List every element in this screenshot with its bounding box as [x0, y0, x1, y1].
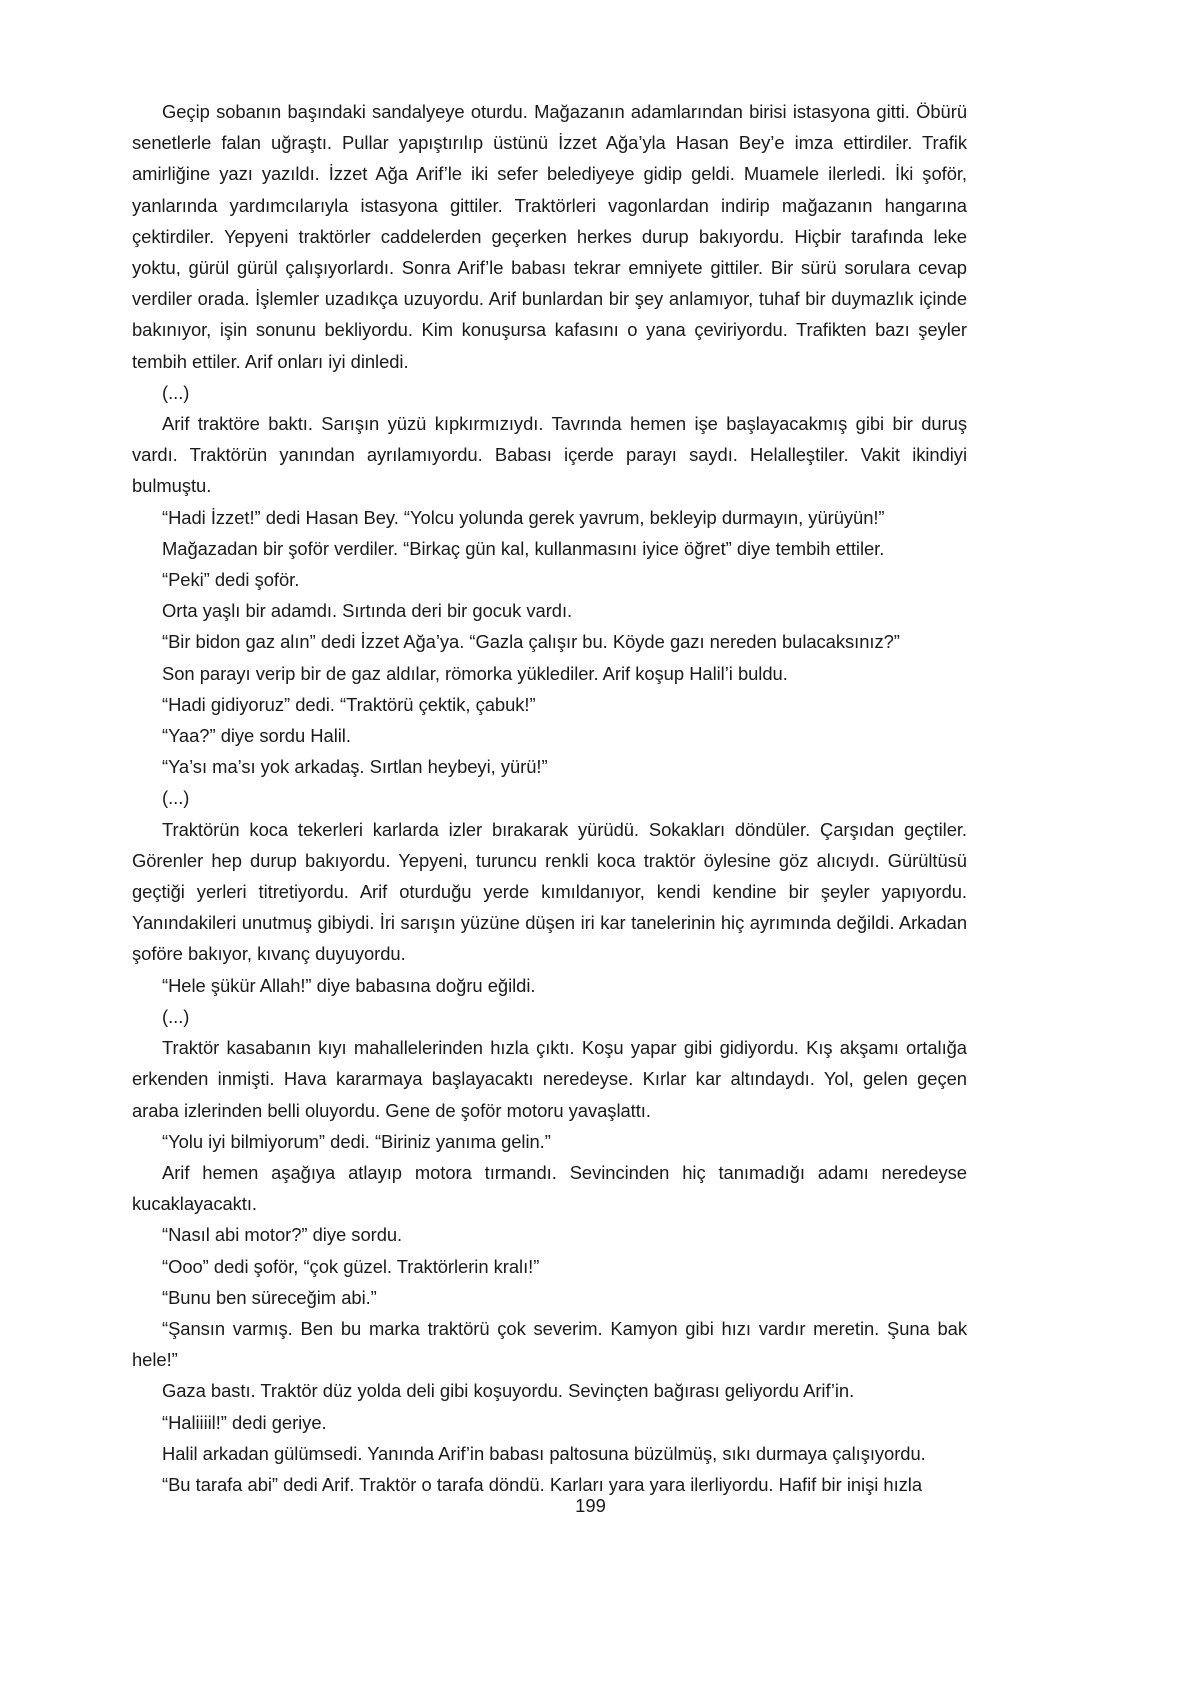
paragraph: Arif hemen aşağıya atlayıp motora tırmandı. Sevincinden hiç tanımadığı adamı neredeyse kucaklayacaktı.: [132, 1161, 967, 1215]
paragraph: “Bu tarafa abi” dedi Arif. Traktör o tarafa döndü. Karları yara yara ilerliyordu. Hafif bir inişi hızla: [162, 1473, 923, 1495]
paragraph-dialogue: “Bunu ben süreceğim abi.”: [162, 1286, 377, 1308]
paragraph-dialogue: Halil arkadan gülümsedi. Yanında Arif’in babası paltosuna büzülmüş, sıkı durmaya çalışıyordu.: [162, 1442, 926, 1464]
paragraph-dialogue: “Ya’sı ma’sı yok arkadaş. Sırtlan heybeyi, yürü!”: [162, 756, 548, 778]
paragraph-dialogue: “Yaa?” diye sordu Halil.: [162, 725, 351, 747]
body-text-column: [132, 96, 967, 1500]
paragraph-dialogue: “Haliiiil!” dedi geriye.: [162, 1411, 327, 1433]
paragraph: Traktörün koca tekerleri karlarda izler bırakarak yürüdü. Sokakları döndüler. Çarşıdan geçtiler. Görenler hep durup bakıyordu. Yepyeni, turuncu renkli koca traktör öylesine göz alıcıydı. Gürültüsü geçtiği yerleri titretiyordu. Arif oturduğu yerde kımıldanıyor, kendi kendine bir şeyler yapıyordu. Yanındakileri unutmuş gibiydi. İri sarışın yüzüne düşen iri kar tanelerinin hiç ayrımında değildi. Arkadan şoföre bakıyor, kıvanç duyuyordu.: [132, 818, 967, 965]
paragraph-dialogue: “Bir bidon gaz alın” dedi İzzet Ağa’ya. “Gazla çalışır bu. Köyde gazı nereden bulacaksınız?”: [162, 631, 900, 653]
paragraph-ellipsis: (...): [162, 787, 190, 809]
paragraph: Traktör kasabanın kıyı mahallelerinden hızla çıktı. Koşu yapar gibi gidiyordu. Kış akşamı ortalığa erkenden inmişti. Hava kararmaya başlayacaktı neredeyse. Kırlar kar altındaydı. Yol, gelen geçen araba izlerinden belli oluyordu. Gene de şoför motoru yavaşlattı.: [132, 1037, 967, 1121]
page-number: 199: [575, 1495, 606, 1516]
paragraph-dialogue: Mağazadan bir şoför verdiler. “Birkaç gün kal, kullanmasını iyice öğret” diye tembih ettiler.: [162, 537, 885, 559]
paragraph-ellipsis: (...): [162, 381, 190, 403]
paragraph-dialogue: Gaza bastı. Traktör düz yolda deli gibi koşuyordu. Sevinçten bağırası geliyordu Arif’in.: [162, 1380, 855, 1402]
paragraph-dialogue: “Hadi gidiyoruz” dedi. “Traktörü çektik, çabuk!”: [162, 693, 536, 715]
paragraph-dialogue: Son parayı verip bir de gaz aldılar, römorka yüklediler. Arif koşup Halil’i buldu.: [162, 662, 788, 684]
paragraph-dialogue: “Hele şükür Allah!” diye babasına doğru eğildi.: [162, 974, 536, 996]
paragraph-dialogue: “Nasıl abi motor?” diye sordu.: [162, 1224, 403, 1246]
paragraph-dialogue: “Hadi İzzet!” dedi Hasan Bey. “Yolcu yolunda gerek yavrum, bekleyip durmayın, yürüyün!”: [162, 506, 885, 528]
paragraph-dialogue: “Peki” dedi şoför.: [162, 569, 300, 591]
paragraph-dialogue: “Ooo” dedi şoför, “çok güzel. Traktörlerin kralı!”: [162, 1255, 540, 1277]
paragraph-dialogue: “Yolu iyi bilmiyorum” dedi. “Biriniz yanıma gelin.”: [162, 1130, 551, 1152]
paragraph-ellipsis: (...): [162, 1005, 190, 1027]
paragraph-dialogue: Orta yaşlı bir adamdı. Sırtında deri bir gocuk vardı.: [162, 600, 573, 622]
paragraph: Geçip sobanın başındaki sandalyeye oturdu. Mağazanın adamlarından birisi istasyona gitti. Öbürü senetlerle falan uğraştı. Pullar yapıştırılıp üstünü İzzet Ağa’yla Hasan Bey’e imza ettirdiler. Trafik amirliğine yazı yazıldı. İzzet Ağa Arif’le iki sefer belediyeye gidip geldi. Muamele ilerledi. İki şoför, yanlarında yardımcılarıyla istasyona gittiler. Traktörleri vagonlardan indirip mağazanın hangarına çektirdiler. Yepyeni traktörler caddelerden geçerken herkes durup bakıyordu. Hiçbir tarafında leke yoktu, gürül gürül çalışıyorlardı. Sonra Arif’le babası tekrar emniyete gittiler. Bir sürü sorulara cevap verdiler orada. İşlemler uzadıkça uzuyordu. Arif bunlardan bir şey anlamıyor, tuhaf bir duymazlık içinde bakınıyor, işin sonunu bekliyordu. Kim konuşursa kafasını o yana çeviriyordu. Trafikten bazı şeyler tembih ettiler. Arif onları iyi dinledi.: [132, 101, 967, 372]
paragraph: Arif traktöre baktı. Sarışın yüzü kıpkırmızıydı. Tavrında hemen işe başlayacakmış gibi bir duruş vardı. Traktörün yanından ayrılamıyordu. Babası içerde parayı saydı. Helalleştiler. Vakit ikindiyi bulmuştu.: [132, 413, 967, 497]
paragraph: “Şansın varmış. Ben bu marka traktörü çok severim. Kamyon gibi hızı vardır meretin. Şuna bak hele!”: [132, 1317, 967, 1371]
